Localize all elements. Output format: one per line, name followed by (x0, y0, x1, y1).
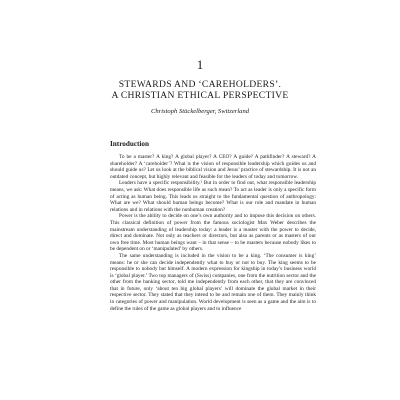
chapter-title-line: STEWARDS AND ‘CAREHOLDERS’. (118, 79, 282, 90)
paragraph: Leaders have a specific responsibility.¹ But in order to find out, what responsible leadership means, we ask: What does responsible life as such mean? To act as leader is only a specific form of acting as human being. This leads us straight to the fundamental question of anthropology: What are we? What should human beings become? What is our role and mandate in human relations and in relations with the nonhuman creation? (110, 180, 316, 213)
body-text (110, 154, 316, 312)
paragraph: The same understanding is included in the vision to be a king. ‘The consumer is king’ means: he or she can decide independently what to buy or not to buy. The king seems to be responsible to nobody but himself. A modern expression for kingship in today’s business world is ‘global player.’ Two top managers of (Swiss) companies, one from the nutrition sector and the other from the banking sector, told me independently from each other, that they are convinced that in future, only ‘about ten big global players’ will dominate the global market in their respective sector. They stated that they intend to be and remain one of them. They mainly think in categories of power and manipulation. World development is seen as a game and the aim is to define the rules of the game as global players and to influence (110, 252, 316, 312)
chapter-number: 1 (196, 57, 204, 72)
chapter-title-line: A CHRISTIAN ETHICAL PERSPECTIVE (111, 90, 289, 101)
section-heading: Introduction (110, 140, 150, 148)
chapter-title (60, 79, 340, 101)
author-byline: Christoph Stückelberger, Switzerland (150, 108, 250, 115)
paragraph: To be a master? A king? A global player? A CEO? A guide? A pathfinder? A steward? A shareholder? A ‘careholder’? What is the vision of responsible leadership which guides us and should guide us? Let us look at the biblical vision and Jesus’ practice of stewardship. It is not an outdated concept, but highly relevant and feasible for the leaders of today and tomorrow. (110, 154, 316, 180)
paragraph: Power is the ability to decide on one’s own authority and to impose this decision on others. This classical definition of power from the famous sociologist Max Weber describes the mainstream understanding of leadership today: a leader is a master with the power to decide, direct and dominate. Not only as teachers or directors, but also as parents or as masters of our own free time. Most human beings want – in that sense – to be masters because nobody likes to be dependent on or ‘manipulated’ by others. (110, 213, 316, 253)
